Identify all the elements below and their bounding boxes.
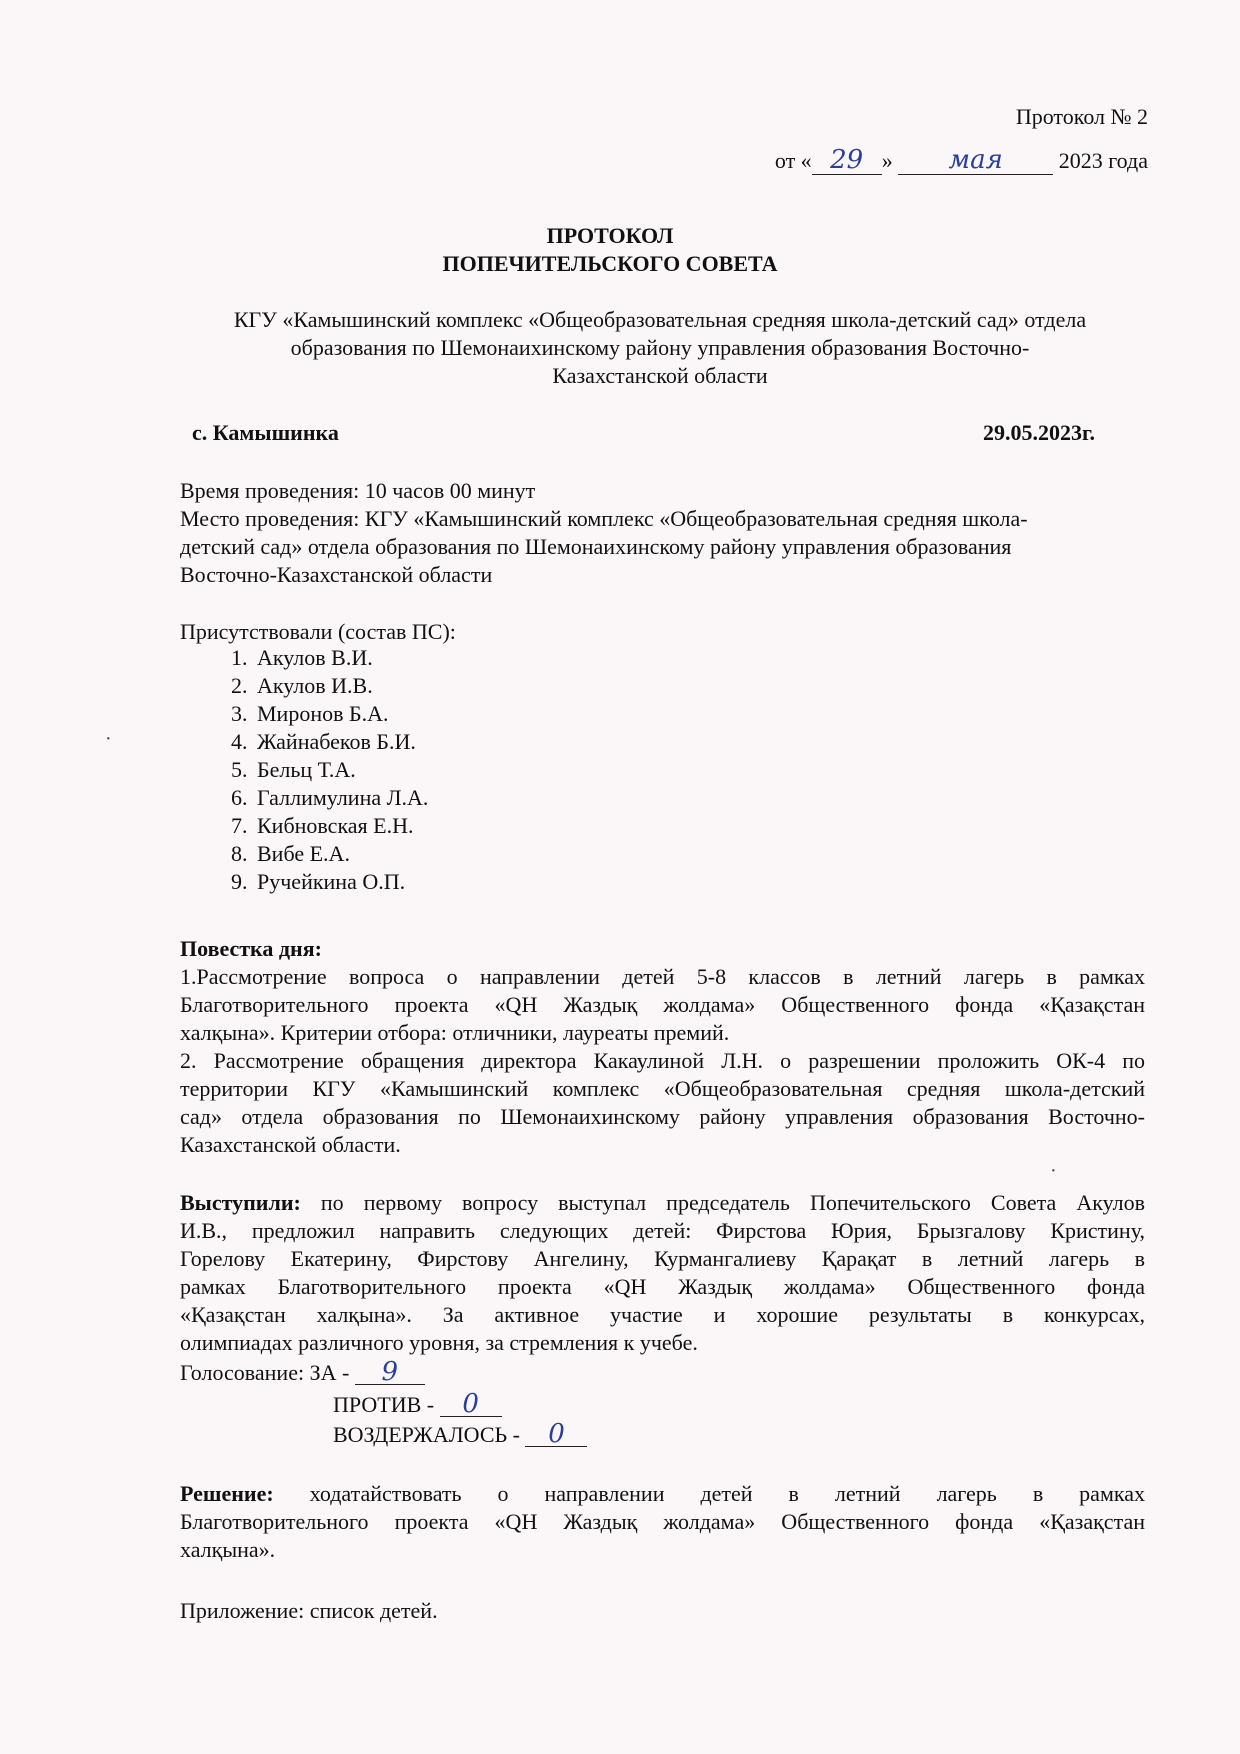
decision-line xyxy=(180,1480,1145,1508)
vote-against-label: ПРОТИВ - xyxy=(333,1392,435,1417)
appendix: Приложение: список детей. xyxy=(180,1598,438,1623)
agenda-item2-line: 2. Рассмотрение обращения директора Какаулиной Л.Н. о разрешении проложить ОК-4 по xyxy=(180,1048,1145,1073)
agenda-heading: Повестка дня: xyxy=(180,936,322,961)
speeches-label: Выступили: xyxy=(180,1190,301,1215)
date-sep: » xyxy=(881,148,893,173)
agenda-item1-line: халқына». Критерии отбора: отличники, лауреаты премий. xyxy=(180,1020,730,1045)
org-line3: Казахстанской области xyxy=(552,363,768,388)
meeting-date: 29.05.2023г. xyxy=(982,420,1095,445)
decision-line: халқына». xyxy=(180,1537,276,1562)
decision-line: Благотворительного проекта «QH Жаздық жолдама» Общественного фонда «Қазақстан xyxy=(180,1509,1145,1534)
vote-for-label: Голосование: ЗА - xyxy=(180,1360,350,1385)
attendee-item: 1. Акулов В.И. xyxy=(253,644,653,672)
speeches-line xyxy=(180,1189,1145,1217)
vote-against-value: 0 xyxy=(440,1392,502,1417)
agenda-item1-line: Благотворительного проекта «QH Жаздық жолдама» Общественного фонда «Қазақстан xyxy=(180,992,1145,1017)
attendee-item: 4. Жайнабеков Б.И. xyxy=(253,728,653,756)
agenda-item2-line: сад» отдела образования по Шемонаихинскому району управления образования Восточно- xyxy=(180,1104,1145,1129)
date-suffix: 2023 года xyxy=(1058,148,1148,173)
decision-label: Решение: xyxy=(180,1481,274,1506)
speeches-line: Горелову Екатерину, Фирстову Ангелину, Курмангалиеву Қарақат в летний лагерь в xyxy=(180,1246,1145,1271)
org-line2: образования по Шемонаихинскому району управления образования Восточно- xyxy=(290,335,1030,360)
org-line1: КГУ «Камышинский комплекс «Общеобразовательная средняя школа-детский сад» отдела xyxy=(233,307,1087,332)
vote-abstain xyxy=(333,1421,587,1449)
protocol-date xyxy=(775,146,1148,175)
title-line2: ПОПЕЧИТЕЛЬСКОГО СОВЕТА xyxy=(442,251,778,276)
agenda-item2-line: территории КГУ «Камышинский комплекс «Общеобразовательная средняя школа-детский xyxy=(180,1076,1145,1101)
attendees-list xyxy=(205,644,653,896)
protocol-number: Протокол № 2 xyxy=(1015,104,1148,129)
agenda-item1-line: 1.Рассмотрение вопроса о направлении детей 5-8 классов в летний лагерь в рамках xyxy=(180,964,1145,989)
vote-abstain-value: 0 xyxy=(525,1422,587,1447)
vote-for-value: 9 xyxy=(355,1360,425,1385)
decision-text: ходатайствовать о направлении детей в летний лагерь в рамках xyxy=(273,1481,1145,1506)
speeches-line: «Қазақстан халқына». За активное участие и хорошие результаты в конкурсах, xyxy=(180,1302,1145,1327)
attendee-item: 3. Миронов Б.А. xyxy=(253,700,653,728)
meeting-time: Время проведения: 10 часов 00 минут xyxy=(180,478,536,503)
attendee-item: 8. Вибе Е.А. xyxy=(253,840,653,868)
attendee-item: 9. Ручейкина О.П. xyxy=(253,868,653,896)
speeches-line: рамках Благотворительного проекта «QH Жаздық жолдама» Общественного фонда xyxy=(180,1274,1145,1299)
speeches-line: И.В., предложил направить следующих детей: Фирстова Юрия, Брызгалову Кристину, xyxy=(180,1218,1145,1243)
attendee-item: 2. Акулов И.В. xyxy=(253,672,653,700)
vote-abstain-label: ВОЗДЕРЖАЛОСЬ - xyxy=(333,1422,520,1447)
speeches-line: олимпиадах различного уровня, за стремления к учебе. xyxy=(180,1330,698,1355)
meeting-venue-line2: детский сад» отдела образования по Шемонаихинскому району управления образования xyxy=(180,534,1012,559)
attendees-heading: Присутствовали (состав ПС): xyxy=(180,619,456,644)
vote-for xyxy=(180,1359,425,1387)
speeches-text: по первому вопросу выступал председатель Попечительского Совета Акулов xyxy=(300,1190,1145,1215)
punch-mark: · xyxy=(1050,1160,1057,1182)
attendee-item: 6. Галлимулина Л.А. xyxy=(253,784,653,812)
date-month-handwritten: мая xyxy=(898,146,1053,175)
punch-mark: · xyxy=(105,728,112,750)
date-prefix: от « xyxy=(774,148,812,173)
meeting-venue-line1: Место проведения: КГУ «Камышинский комплекс «Общеобразовательная средняя школа- xyxy=(180,506,1028,531)
title-line1: ПРОТОКОЛ xyxy=(546,223,674,248)
attendee-item: 7. Кибновская Е.Н. xyxy=(253,812,653,840)
attendee-item: 5. Бельц Т.А. xyxy=(253,756,653,784)
meeting-venue-line3: Восточно-Казахстанской области xyxy=(180,562,493,587)
place: с. Камышинка xyxy=(192,420,339,445)
date-day-handwritten: 29 xyxy=(812,146,882,175)
agenda-item2-line: Казахстанской области. xyxy=(180,1132,401,1157)
vote-against xyxy=(333,1391,502,1419)
